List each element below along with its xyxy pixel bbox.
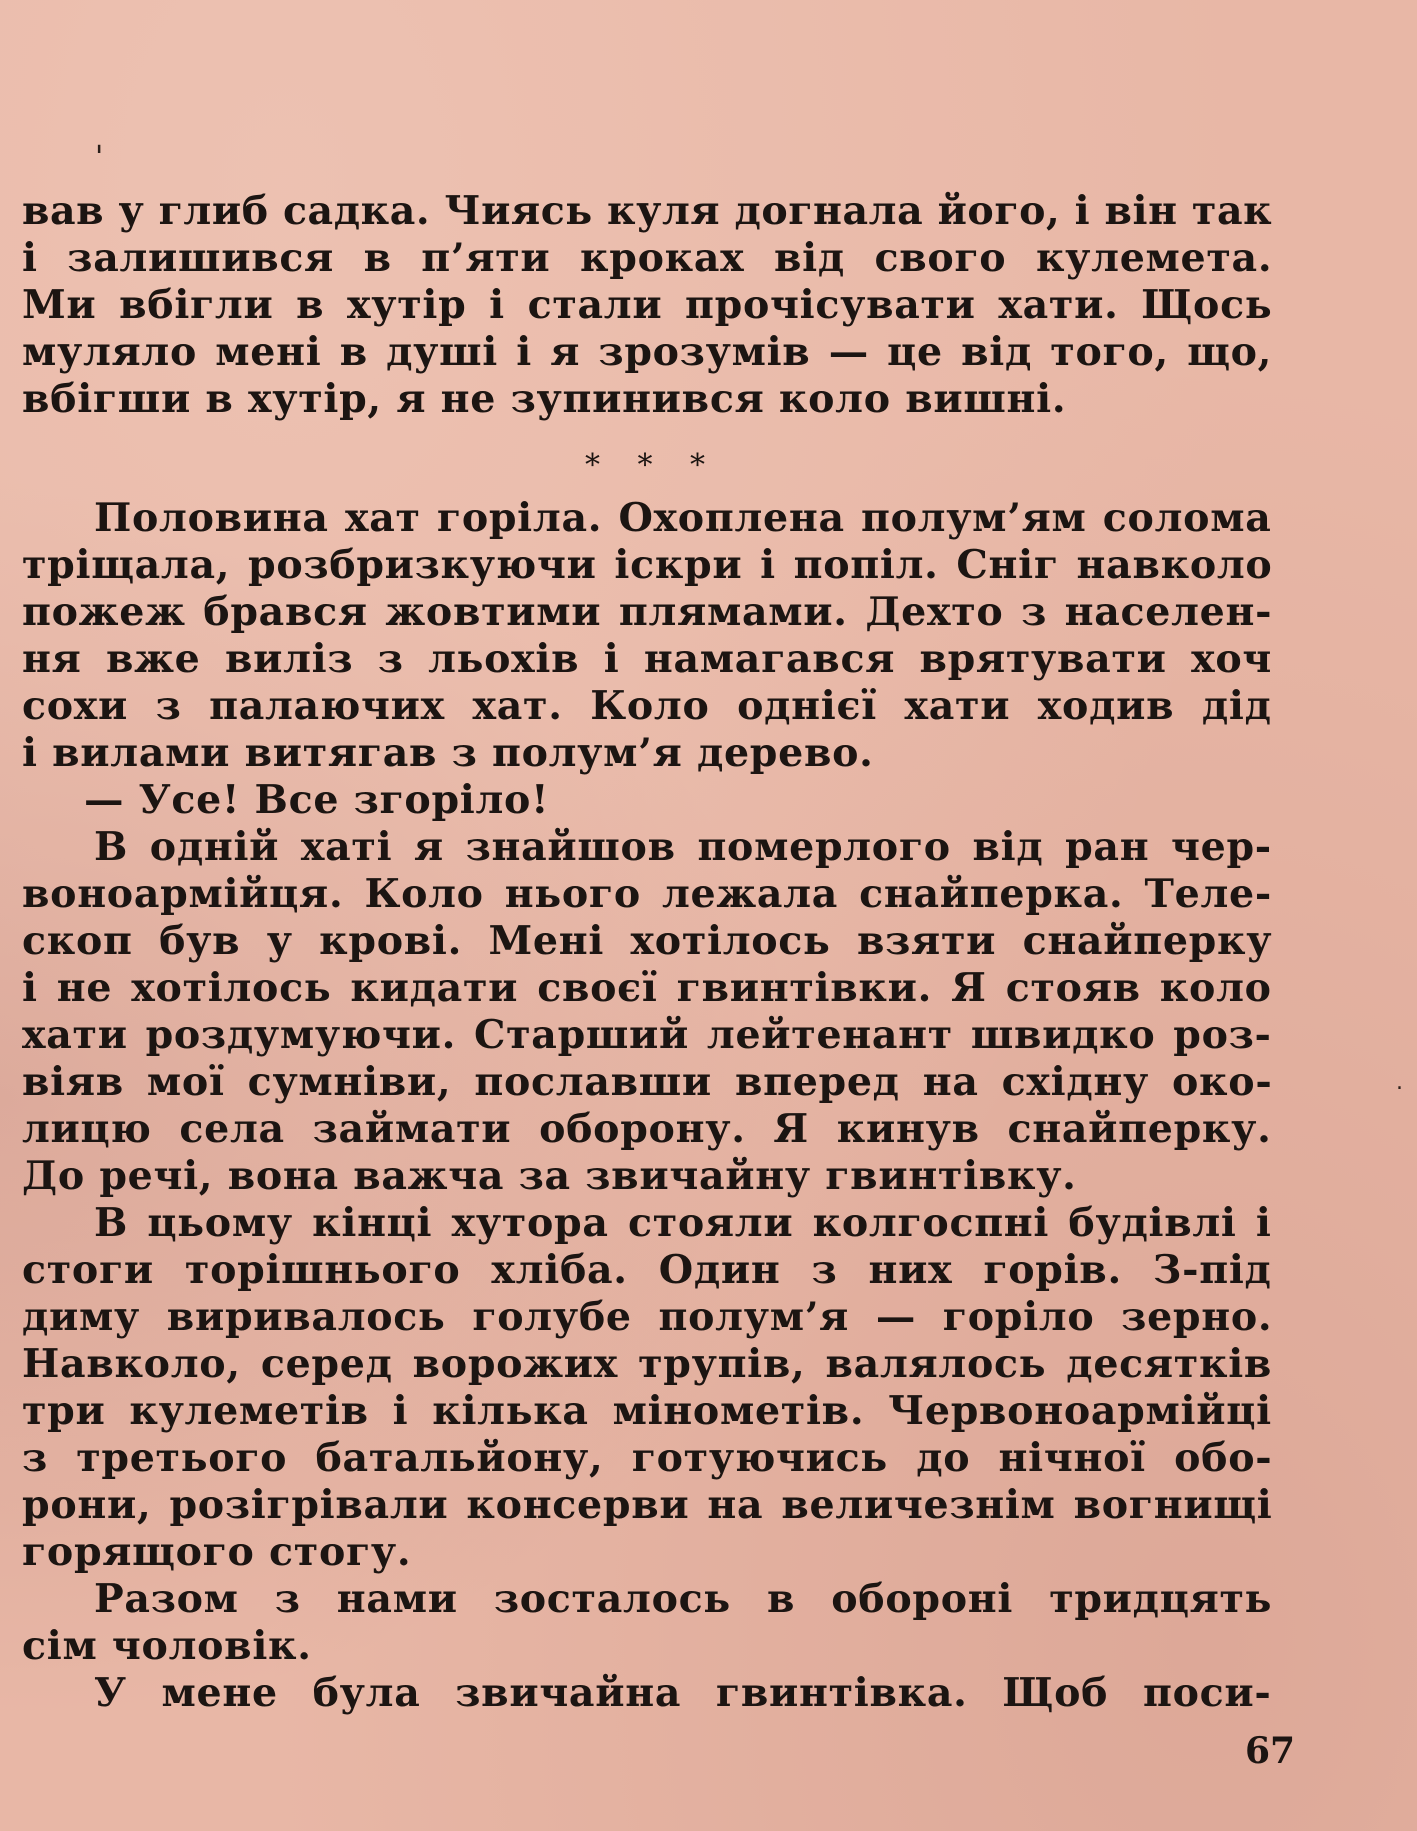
text-line: Половина хат горіла. Охоплена полум’ям солома (94, 495, 1272, 541)
text-line: вбігши в хутір, я не зупинився коло вишні. (22, 376, 1067, 422)
text-line: ня вже виліз з льохів і намагався врятувати хоч (22, 636, 1273, 682)
text-line: вав у глиб садка. Чиясь куля догнала його, і він так (22, 188, 1273, 234)
text-line: Разом з нами зосталось в обороні тридцять (94, 1576, 1273, 1622)
text-line: рони, розігрівали консерви на величезнім вогнищі (22, 1482, 1273, 1528)
ink-speck-top: ' (95, 140, 104, 175)
paragraph-2 (22, 495, 1272, 777)
text-line: воноармійця. Коло нього лежала снайперка. Теле- (22, 871, 1272, 917)
text-line: В одній хаті я знайшов померлого від ран чер- (94, 824, 1272, 870)
text-line: Ми вбігли в хутір і стали прочісувати хати. Щось (22, 282, 1273, 328)
paragraph-6 (22, 1670, 1272, 1717)
text-line: стоги торішнього хліба. Один з них горів. З-під (22, 1247, 1272, 1293)
text-line: горящого стогу. (22, 1529, 412, 1575)
text-line: і вилами витягав з полум’я дерево. (22, 730, 874, 776)
section-separator: * * * (584, 448, 720, 483)
text-line: з третього батальйону, готуючись до нічної обо- (22, 1435, 1273, 1481)
text-line: скоп був у крові. Мені хотілось взяти снайперку (22, 918, 1273, 964)
body-text (22, 188, 1272, 1717)
page-number: 67 (1245, 1730, 1296, 1772)
paragraph-5 (22, 1576, 1272, 1670)
text-line: хати роздумуючи. Старший лейтенант швидко роз- (22, 1012, 1272, 1058)
paragraph-3 (22, 824, 1272, 1200)
text-line: В цьому кінці хутора стояли колгоспні будівлі і (94, 1200, 1272, 1246)
paragraph-1 (22, 188, 1272, 423)
text-line: муляло мені в душі і я зрозумів — це від того, що, (22, 329, 1273, 375)
text-line: лицю села займати оборону. Я кинув снайперку. (22, 1106, 1272, 1152)
paragraph-4 (22, 1200, 1272, 1576)
text-line: диму виривалось голубе полум’я — горіло зерно. (22, 1294, 1273, 1340)
text-line: віяв мої сумніви, пославши вперед на східну око- (22, 1059, 1273, 1105)
text-line: пожеж брався жовтими плямами. Дехто з населен- (22, 589, 1273, 635)
text-line: сім чоловік. (22, 1623, 312, 1669)
text-line: До речі, вона важча за звичайну гвинтівку. (22, 1153, 1077, 1199)
text-line: і залишився в п’яти кроках від свого кулемета. (22, 235, 1273, 281)
text-line: Навколо, серед ворожих трупів, валялось десятків (22, 1341, 1273, 1387)
text-line: У мене була звичайна гвинтівка. Щоб поси- (94, 1670, 1272, 1716)
ink-speck-right: . (1396, 1070, 1403, 1095)
text-line: тріщала, розбризкуючи іскри і попіл. Сніг навколо (22, 542, 1273, 588)
dialog-line: — Усе! Все згоріло! (84, 777, 550, 823)
text-line: три кулеметів і кілька мінометів. Червоноармійці (22, 1388, 1272, 1434)
text-line: і не хотілось кидати своєї гвинтівки. Я стояв коло (22, 965, 1272, 1011)
text-line: сохи з палаючих хат. Коло однієї хати ходив дід (22, 683, 1272, 729)
